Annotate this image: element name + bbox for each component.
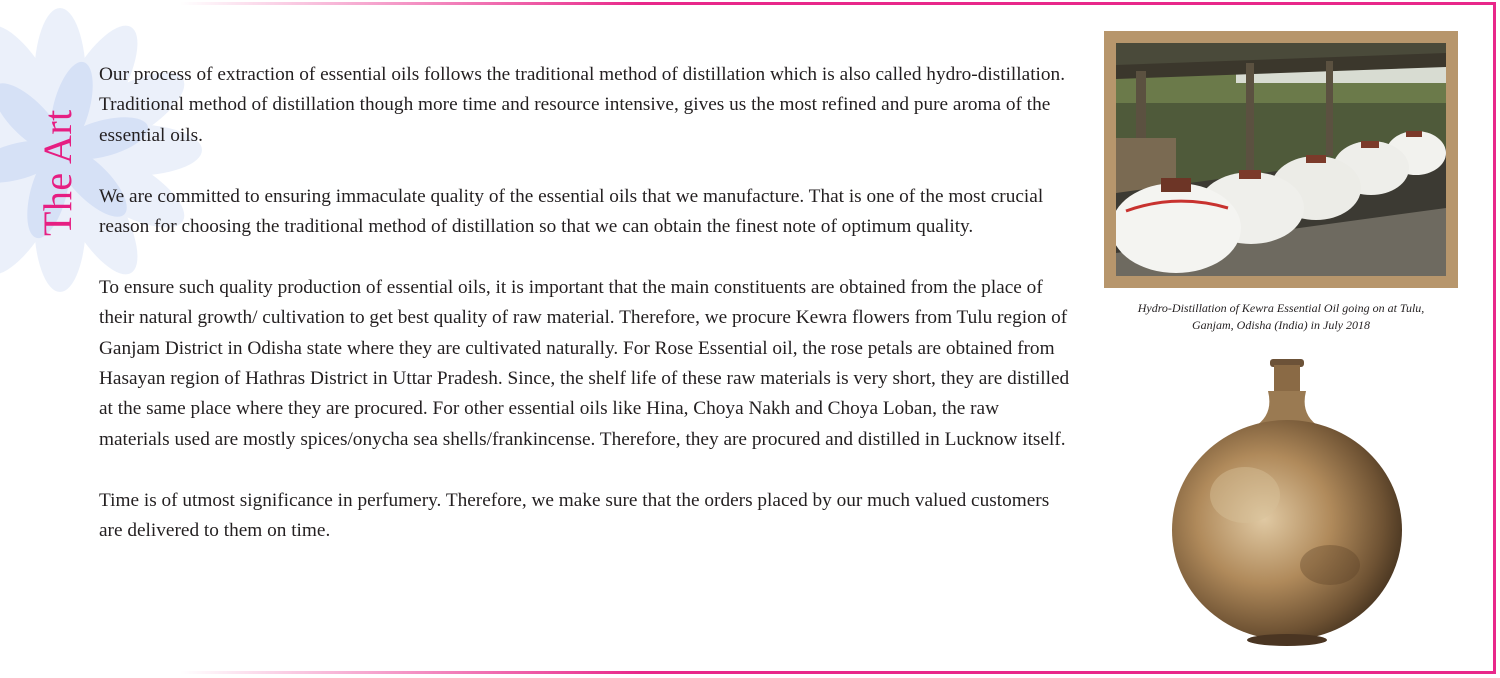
paragraph-sourcing: To ensure such quality production of essential oils, it is important that the main constituents are obtained from the place of their natural growth/ cultivation to get best quality of raw material. Therefore, we procure Kewra flowers from Tulu region of Ganjam District in Odisha state where they are cultivated naturally. For Rose Essential oil, the rose petals are obtained from Hasayan region of Hathras District in Uttar Pradesh. Since, the shelf life of these raw materials is very short, they are distilled at the same place where they are procured. For other essential oils like Hina, Choya Nakh and Choya Loban, the raw materials used are mostly spices/onycha sea shells/frankincense. Therefore, they are procured and distilled in Lucknow itself. xyxy=(99,276,1070,450)
frame-right-border xyxy=(1493,2,1496,674)
paragraph-quality: We are committed to ensuring immaculate quality of the essential oils that we manufacture. That is one of the most crucial reason for choosing the traditional method of distillation so that we can obtain the finest note of optimum quality. xyxy=(99,185,1044,238)
article-body xyxy=(99,60,1074,577)
photo-caption xyxy=(1100,300,1462,334)
frame-top-border xyxy=(180,2,1496,5)
distillation-photo xyxy=(1104,31,1458,288)
frame-bottom-border xyxy=(180,671,1496,674)
caption-line-2: Ganjam, Odisha (India) in July 2018 xyxy=(1192,318,1370,332)
paragraph-delivery: Time is of utmost significance in perfumery. Therefore, we make sure that the orders placed by our much valued customers are delivered to them on time. xyxy=(99,489,1050,542)
paragraph-process: Our process of extraction of essential oils follows the traditional method of distillation which is also called hydro-distillation. Traditional method of distillation though more time and resource intensive, gives us the most refined and pure aroma of the essential oils. xyxy=(99,64,1066,146)
caption-line-1: Hydro-Distillation of Kewra Essential Oil going on at Tulu, xyxy=(1137,301,1425,315)
section-title: The Art xyxy=(35,109,80,236)
clay-pot-icon xyxy=(1150,355,1420,655)
distillation-pots-image xyxy=(1116,43,1446,276)
